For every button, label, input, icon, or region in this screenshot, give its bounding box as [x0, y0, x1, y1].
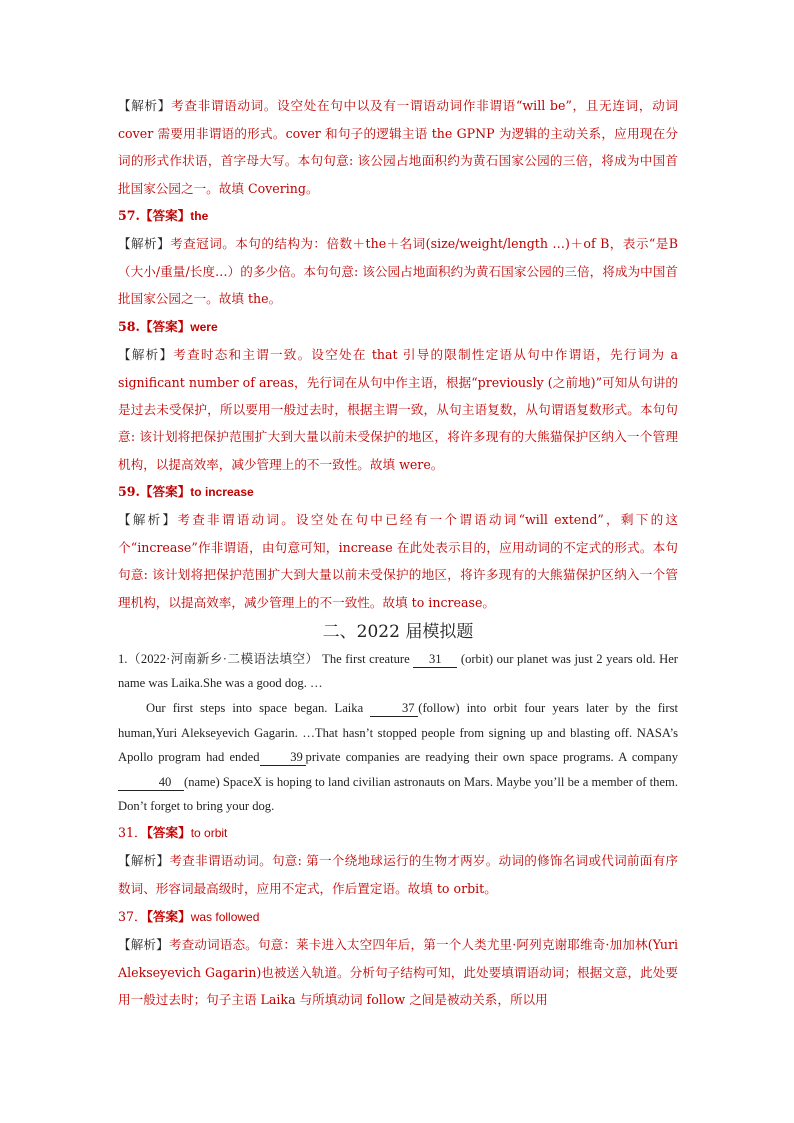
question-passage-2 — [118, 696, 678, 819]
answer-number: 37． — [118, 908, 147, 924]
answer-label: 【答案】 — [139, 207, 191, 223]
explanation-label: 【解析】 — [118, 99, 172, 113]
answer-number: 59. — [118, 483, 140, 499]
blank-37: 37 — [370, 701, 418, 717]
passage-text: private companies are readying their own space programs. A company — [305, 750, 678, 765]
explanation-label: 【解析】 — [118, 854, 170, 869]
answer-text: were — [190, 319, 218, 334]
explanation-text: 考查非谓语动词。句意: 第一个绕地球运行的生物才两岁。动词的修饰名词或代词前面有序数词、形容词最高级时，应用不定式，作后置定语。故填 to orbit。 — [118, 853, 678, 897]
explanation-text: 考查动词语态。句意：莱卡进入太空四年后，第一个人类尤里·阿列克谢耶维奇·加加林(Yuri Alekseyevich Gagarin)也被送入轨道。分析句子结构可知，此处要填谓语动词；根据文意，此处要用一般过去时；句子主语 Laika 与所填动词 follow 之间是被动关系，所以用 — [118, 936, 678, 1008]
answer-text: was followed — [190, 909, 260, 924]
passage-text: (orbit) our planet was just 2 years old. Her name was Laika.She was a good dog. … — [118, 651, 678, 691]
answer-37 — [118, 903, 678, 931]
explanation-59 — [118, 506, 678, 616]
answer-31 — [118, 819, 678, 847]
answer-text: to increase — [190, 484, 254, 499]
explanation-label: 【解析】 — [118, 347, 174, 362]
explanation-label: 【解析】 — [118, 937, 169, 952]
answer-57 — [118, 202, 678, 230]
explanation-text: 考查时态和主谓一致。设空处在 that 引导的限制性定语从句中作谓语，先行词为 a significant number of areas，先行词在从句中作主语，根据“previously (之前地)”可知从句讲的是过去未受保护，所以要用一般过去时，根据主谓一致，从句主语复数，从句谓语复数形式。本句句意: 该计划将把保护范围扩大到大量以前未受保护的地区，将许多现有的大熊猫保护区纳入一个管理机构，以提高效率，减少管理上的不一致性。故填 were。 — [118, 346, 679, 472]
explanation-57 — [118, 230, 678, 313]
answer-number: 57. — [118, 207, 140, 223]
answer-text: to orbit — [190, 826, 228, 841]
section-title: 二、2022 届模拟题 — [322, 621, 474, 642]
passage-text: (name) SpaceX is hoping to land civilian astronauts on Mars. Maybe you’ll be a member of them. Don’t forget to bring your dog. — [118, 774, 678, 814]
explanation-text: 考查非谓语动词。设空处在句中已经有一个谓语动词“will extend”，剩下的这个“increase”作非谓语，由句意可知，increase 在此处表示目的，应用动词的不定式的形式。本句句意: 该计划将把保护范围扩大到大量以前未受保护的地区，将许多现有的大熊猫保护区纳入一个管理机构，以提高效率，减少管理上的不一致性。故填 to increase。 — [118, 512, 678, 610]
blank-31: 31 — [413, 652, 457, 668]
answer-58 — [118, 313, 678, 341]
document-page — [118, 92, 678, 1013]
explanation-37 — [118, 931, 678, 1014]
answer-label: 【答案】 — [139, 318, 191, 334]
answer-label: 【答案】 — [146, 825, 191, 841]
explanation-text: 考查冠词。本句的结构为：倍数＋the＋名词(size/weight/length …)＋of B，表示“是B（大小/重量/长度…）的多少倍。本句句意: 该公园占地面积约为黄石国家公园的三倍，将成为中国首批国家公园之一。故填 the。 — [118, 236, 678, 307]
answer-text: the — [190, 208, 209, 223]
blank-40: 40 — [118, 775, 184, 791]
question-passage — [118, 647, 678, 696]
passage-text: (follow) into orbit four years later by the first human,Yuri Alekseyevich Gagarin. …That hasn’t stopped people from signing up and blasting off. NASA’s Apollo program had ended — [118, 701, 678, 765]
explanation-56 — [118, 92, 678, 202]
question-source: （2022·河南新乡·二模语法填空） — [127, 651, 319, 666]
explanation-58 — [118, 341, 678, 478]
answer-59 — [118, 478, 678, 506]
explanation-label: 【解析】 — [118, 513, 178, 528]
explanation-31 — [118, 847, 678, 902]
answer-number: 31． — [118, 825, 147, 841]
passage-text: The first creature — [322, 651, 414, 666]
question-number: 1. — [118, 651, 128, 666]
blank-39: 39 — [260, 750, 306, 766]
answer-label: 【答案】 — [146, 908, 191, 924]
explanation-text: 考查非谓语动词。设空处在句中以及有一谓语动词作非谓语“will be”，且无连词，动词 cover 需要用非谓语的形式。cover 和句子的逻辑主语 the GPNP 为逻辑的主动关系，应用现在分词的形式作状语，首字母大写。本句句意: 该公园占地面积约为黄石国家公园的三倍，将成为中国首批国家公园之一。故填 Covering。 — [118, 98, 678, 196]
answer-number: 58. — [118, 318, 140, 334]
passage-text: Our first steps into space began. Laika — [146, 701, 371, 716]
explanation-label: 【解析】 — [118, 237, 171, 252]
answer-label: 【答案】 — [139, 483, 191, 499]
